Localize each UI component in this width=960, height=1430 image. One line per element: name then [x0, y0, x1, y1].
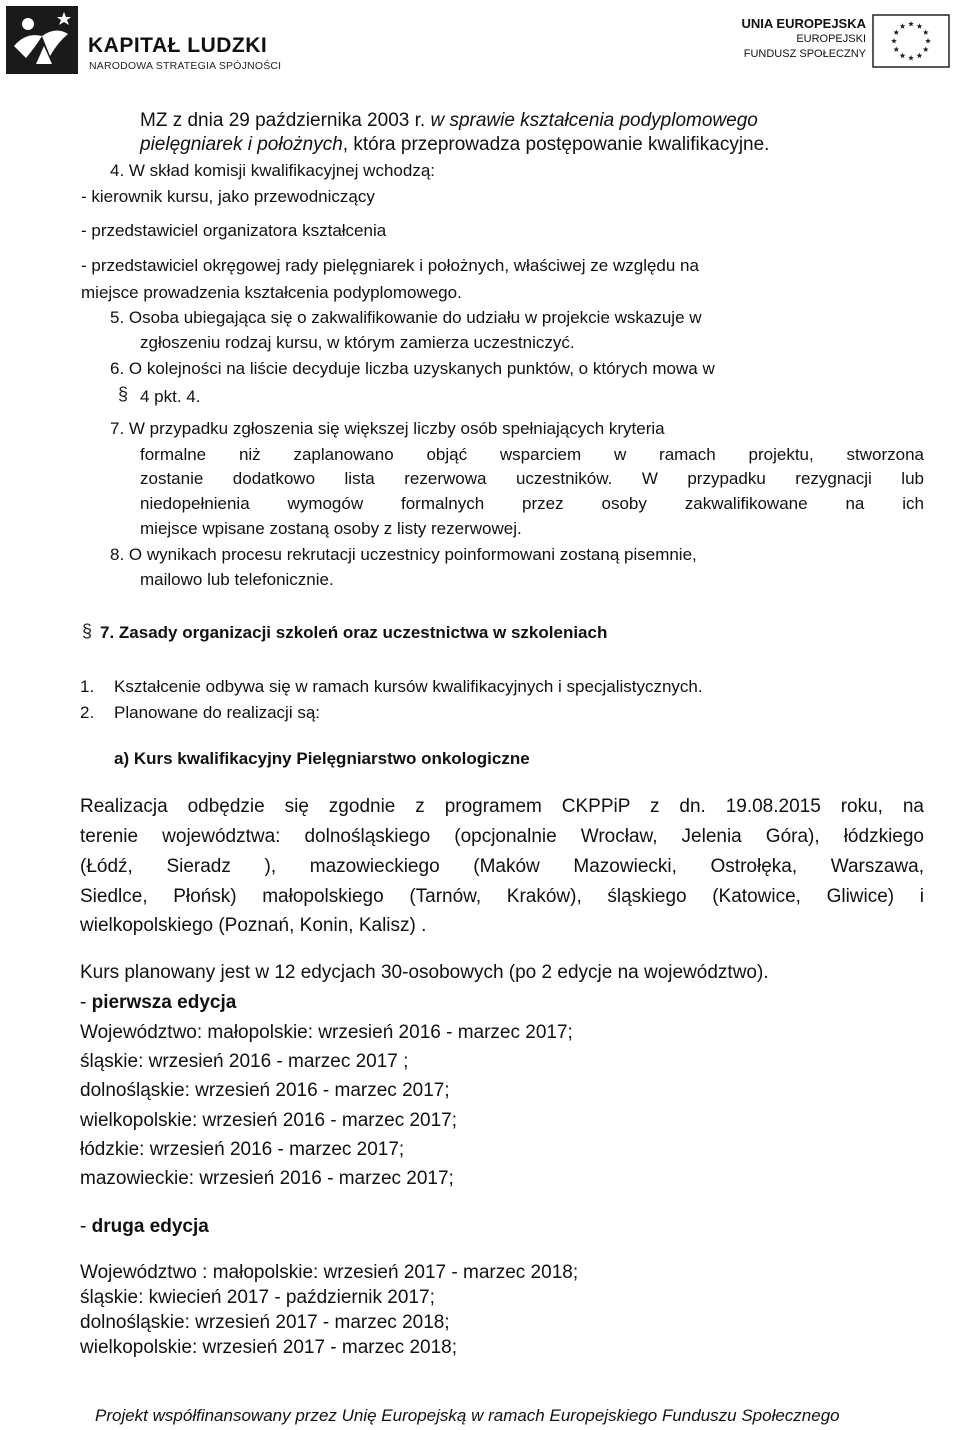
- text-line: Województwo : małopolskie: wrzesień 2017 - marzec 2018;: [80, 1262, 579, 1283]
- text-run: MZ z dnia 29 października 2003 r.: [140, 110, 431, 131]
- edition-heading: [80, 992, 236, 1014]
- text-line: wielkopolskiego (Poznań, Konin, Kalisz) .: [80, 915, 427, 936]
- text-line: terenie województwa: dolnośląskiego (opcjonalnie Wrocław, Jelenia Góra), łódzkiego: [80, 826, 924, 847]
- text-line: śląskie: kwiecień 2017 - październik 2017;: [80, 1287, 435, 1308]
- text-line: śląskie: wrzesień 2016 - marzec 2017 ;: [80, 1051, 409, 1072]
- footer-text: Projekt współfinansowany przez Unię Europejską w ramach Europejskiego Funduszu Społecznego: [95, 1406, 840, 1425]
- kapital-ludzki-logo-icon: [6, 6, 78, 74]
- edition-heading: [80, 1216, 209, 1238]
- text-line: miejsce prowadzenia kształcenia podyplomowego.: [81, 283, 462, 302]
- list-item-4: 4. W skład komisji kwalifikacyjnej wchodzą:: [110, 161, 435, 180]
- list-item-5: 5. Osoba ubiegająca się o zakwalifikowanie do udziału w projekcie wskazuje w: [110, 308, 702, 327]
- dash-text: -: [80, 992, 92, 1013]
- text-line: Kurs planowany jest w 12 edycjach 30-osobowych (po 2 edycje na województwo).: [80, 962, 769, 983]
- bold-text-run: druga edycja: [91, 1216, 209, 1237]
- italic-text-run: w sprawie kształcenia podyplomowego: [430, 110, 758, 131]
- eu-text-block: [742, 16, 866, 62]
- text-line: - przedstawiciel organizatora kształcenia: [81, 221, 387, 240]
- list-item-number: 2.: [80, 703, 95, 722]
- text-line: łódzkie: wrzesień 2016 - marzec 2017;: [80, 1139, 405, 1160]
- italic-text-run: pielęgniarek i położnych: [140, 134, 343, 155]
- text-line: [140, 134, 769, 156]
- paragraph-mark-icon: §: [118, 384, 129, 404]
- text-line: wielkopolskie: wrzesień 2017 - marzec 2018;: [80, 1337, 458, 1358]
- text-line: wielkopolskie: wrzesień 2016 - marzec 2017;: [80, 1110, 458, 1131]
- text-line: Województwo: małopolskie: wrzesień 2016 - marzec 2017;: [80, 1022, 573, 1043]
- text-line: - kierownik kursu, jako przewodniczący: [81, 187, 375, 206]
- section-heading-7: 7. Zasady organizacji szkoleń oraz uczestnictwa w szkoleniach: [100, 623, 608, 642]
- text-line: dolnośląskie: wrzesień 2017 - marzec 2018;: [80, 1312, 450, 1333]
- list-item-8: 8. O wynikach procesu rekrutacji uczestnicy poinformowani zostaną pisemnie,: [110, 545, 697, 564]
- text-line: mazowieckie: wrzesień 2016 - marzec 2017;: [80, 1168, 454, 1189]
- paragraph-mark-icon: §: [82, 621, 93, 641]
- text-line: niedopełnienia wymogów formalnych przez osoby zakwalifikowane na ich: [140, 494, 924, 513]
- text-line: mailowo lub telefonicznie.: [140, 570, 334, 589]
- eu-title: UNIA EUROPEJSKA: [741, 16, 866, 31]
- text-line: Siedlce, Płońsk) małopolskiego (Tarnów, Kraków), śląskiego (Katowice, Gliwice) i: [80, 886, 924, 907]
- kapital-ludzki-title: KAPITAŁ LUDZKI: [88, 34, 268, 57]
- text-line: 4 pkt. 4.: [140, 387, 201, 406]
- text-line: (Łódź, Sieradz ), mazowieckiego (Maków Mazowiecki, Ostrołęka, Warszawa,: [80, 856, 924, 877]
- eu-header: [740, 14, 950, 74]
- text-line: zgłoszeniu rodzaj kursu, w którym zamierza uczestniczyć.: [140, 333, 575, 352]
- text-line: - przedstawiciel okręgowej rady pielęgniarek i położnych, właściwej ze względu na: [81, 256, 699, 275]
- dash-text: -: [80, 1216, 92, 1237]
- text-line: miejsce wpisane zostaną osoby z listy rezerwowej.: [140, 519, 522, 538]
- eu-fund-line1: EUROPEJSKI: [796, 33, 866, 45]
- kapital-ludzki-subtitle: NARODOWA STRATEGIA SPÓJNOŚCI: [89, 60, 282, 72]
- list-item-7: 7. W przypadku zgłoszenia się większej liczby osób spełniających kryteria: [110, 419, 665, 438]
- list-item-6: 6. O kolejności na liście decyduje liczba uzyskanych punktów, o których mowa w: [110, 359, 715, 378]
- kapital-ludzki-header: [6, 6, 306, 74]
- list-item-text: Kształcenie odbywa się w ramach kursów kwalifikacyjnych i specjalistycznych.: [114, 677, 703, 696]
- eu-flag-icon: [872, 14, 950, 68]
- list-item-text: Planowane do realizacji są:: [114, 703, 321, 722]
- text-line: dolnośląskie: wrzesień 2016 - marzec 2017;: [80, 1080, 450, 1101]
- text-line: zostanie dodatkowo lista rezerwowa uczestników. W przypadku rezygnacji lub: [140, 469, 924, 488]
- text-run: , która przeprowadza postępowanie kwalifikacyjne.: [342, 134, 770, 155]
- subsection-heading-a: a) Kurs kwalifikacyjny Pielęgniarstwo onkologiczne: [114, 749, 530, 768]
- eu-fund-line2: FUNDUSZ SPOŁECZNY: [743, 48, 866, 60]
- text-line: [140, 110, 758, 132]
- bold-text-run: pierwsza edycja: [91, 992, 237, 1013]
- list-item-number: 1.: [80, 677, 95, 696]
- text-line: formalne niż zaplanowano objąć wsparciem w ramach projektu, stworzona: [140, 445, 924, 464]
- text-line: Realizacja odbędzie się zgodnie z programem CKPPiP z dn. 19.08.2015 roku, na: [80, 796, 924, 817]
